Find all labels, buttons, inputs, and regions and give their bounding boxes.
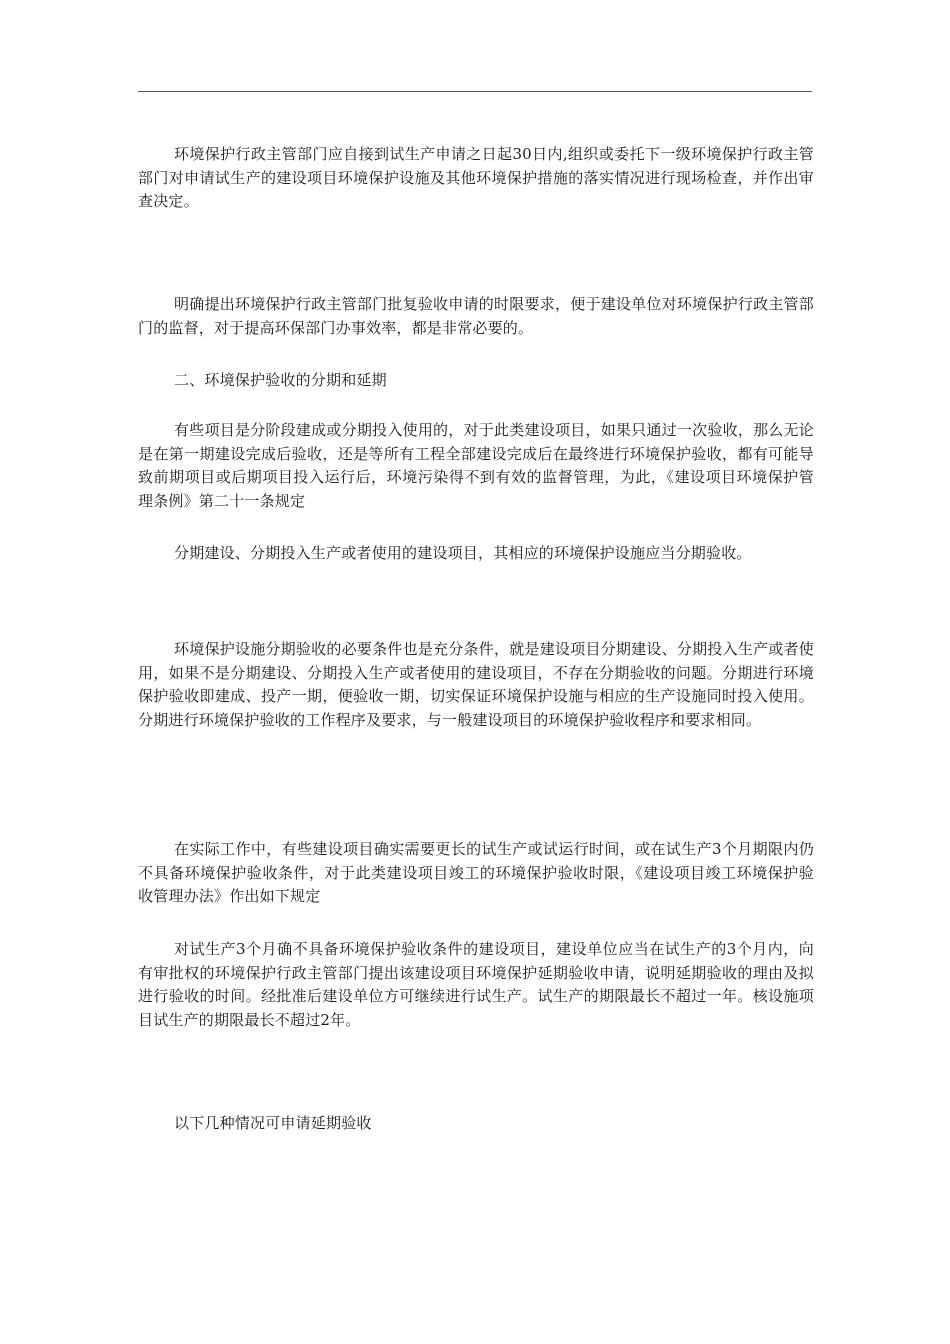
paragraph-approval-time-limit: 明确提出环境保护行政主管部门批复验收申请的时限要求，便于建设单位对环境保护行政主管部门的监督，对于提高环保部门办事效率，都是非常必要的。 bbox=[138, 295, 814, 337]
paragraph-extended-trial-production: 在实际工作中，有些建设项目确实需要更长的试生产或试运行时间，或在试生产3个月期限内仍不具备环境保护验收条件，对于此类建设项目竣工的环境保护验收时限，《建设项目竣工环境保护验收管理办法》作出如下规定 bbox=[138, 840, 814, 905]
paragraph-delayed-acceptance-rule: 对试生产3个月确不具备环境保护验收条件的建设项目，建设单位应当在试生产的3个月内，向有审批权的环境保护行政主管部门提出该建设项目环境保护延期验收申请，说明延期验收的理由及拟进行验收的时间。经批准后建设单位方可继续进行试生产。试生产的期限最长不超过一年。核设施项目试生产的期限最长不超过2年。 bbox=[138, 940, 814, 1029]
paragraph-phased-projects: 有些项目是分阶段建成或分期投入使用的，对于此类建设项目，如果只通过一次验收，那么无论是在第一期建设完成后验收，还是等所有工程全部建设完成后在最终进行环境保护验收，都有可能导致前期项目或后期项目投入运行后，环境污染得不到有效的监督管理，为此，《建设项目环境保护管理条例》第二十一条规定 bbox=[138, 421, 814, 510]
paragraph-phased-conditions: 环境保护设施分期验收的必要条件也是充分条件，就是建设项目分期建设、分期投入生产或者使用，如果不是分期建设、分期投入生产或者使用的建设项目，不存在分期验收的问题。分期进行环境保护验收即建成、投产一期，便验收一期，切实保证环境保护设施与相应的生产设施同时投入使用。分期进行环境保护验收的工作程序及要求，与一般建设项目的环境保护验收程序和要求相同。 bbox=[138, 640, 814, 729]
section-heading-phased-delayed-acceptance: 二、环境保护验收的分期和延期 bbox=[174, 371, 387, 389]
paragraph-delay-cases-intro: 以下几种情况可申请延期验收 bbox=[174, 1114, 372, 1132]
paragraph-phased-acceptance-rule: 分期建设、分期投入生产或者使用的建设项目，其相应的环境保护设施应当分期验收。 bbox=[174, 544, 752, 562]
header-rule bbox=[138, 91, 812, 92]
paragraph-trial-production-review: 环境保护行政主管部门应自接到试生产申请之日起30日内,组织或委托下一级环境保护行政主管部门对申请试生产的建设项目环境保护设施及其他环境保护措施的落实情况进行现场检查，并作出审查决定。 bbox=[138, 145, 814, 210]
